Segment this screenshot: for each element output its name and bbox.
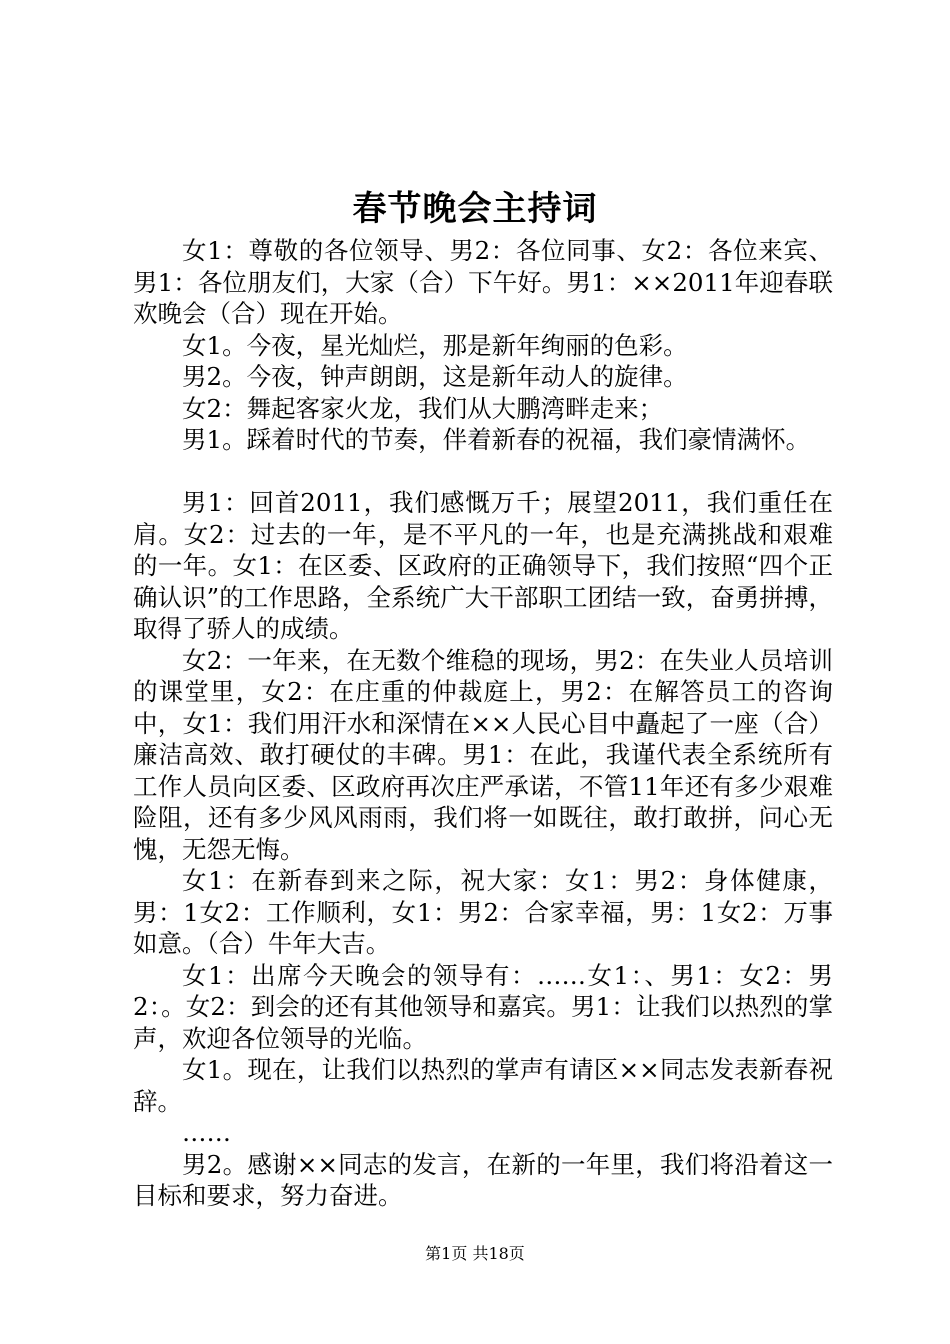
paragraph-opening: 女1：尊敬的各位领导、男2：各位同事、女2：各位来宾、男1：各位朋友们，大家（合）下午好。男1：××2011年迎春联欢晚会（合）现在开始。 (133, 236, 833, 328)
paragraph-line: 女1。今夜，星光灿烂，那是新年绚丽的色彩。 (182, 330, 688, 360)
paragraph-line: 男2。今夜，钟声朗朗，这是新年动人的旋律。 (182, 362, 688, 391)
paragraph-achievements: 女2：一年来，在无数个维稳的现场，男2：在失业人员培训的课堂里，女2：在庄重的仲裁庭上，男2：在解答员工的咨询中，女1：我们用汗水和深情在××人民心目中矗起了一座（合）廉洁高效、敢打硬仗的丰碑。男1：在此，我谨代表全系统所有工作人员向区委、区政府再次庄严承诺，不管11年还有多少艰难险阻，还有多少风风雨雨，我们将一如既往，敢打敢拼，问心无愧，无怨无悔。 (133, 645, 833, 864)
paragraph-greetings: 女1：在新春到来之际，祝大家：女1：男2：身体健康，男：1女2：工作顺利，女1：男2：合家幸福，男：1女2：万事如意。（合）牛年大吉。 (133, 866, 833, 958)
paragraph-invitation: 女1。现在，让我们以热烈的掌声有请区××同志发表新春祝辞。 (133, 1055, 833, 1116)
document-body (133, 235, 833, 1212)
page-footer: 第1页 共18页 (425, 1244, 525, 1263)
paragraph-line: 女2：舞起客家火龙，我们从大鹏湾畔走来； (182, 393, 664, 423)
document-title: 春节晚会主持词 (352, 189, 598, 229)
paragraph-ellipsis: …… (182, 1118, 231, 1147)
paragraph-gap (133, 456, 833, 488)
paragraph-thanks: 男2。感谢××同志的发言，在新的一年里，我们将沿着这一目标和要求，努力奋进。 (133, 1149, 833, 1210)
paragraph-leaders: 女1：出席今天晚会的领导有：……女1：、男1：女2：男2：。女2：到会的还有其他领导和嘉宾。男1：让我们以热烈的掌声，欢迎各位领导的光临。 (133, 960, 833, 1053)
paragraph-review: 男1：回首2011，我们感慨万千；展望2011，我们重任在肩。女2：过去的一年，是不平凡的一年，也是充满挑战和艰难的一年。女1：在区委、区政府的正确领导下，我们按照“四个正确认识”的工作思路，全系统广大干部职工团结一致，奋勇拼搏，取得了骄人的成绩。 (133, 488, 833, 643)
paragraph-line: 男1。踩着时代的节奏，伴着新春的祝福，我们豪情满怀。 (182, 425, 811, 454)
